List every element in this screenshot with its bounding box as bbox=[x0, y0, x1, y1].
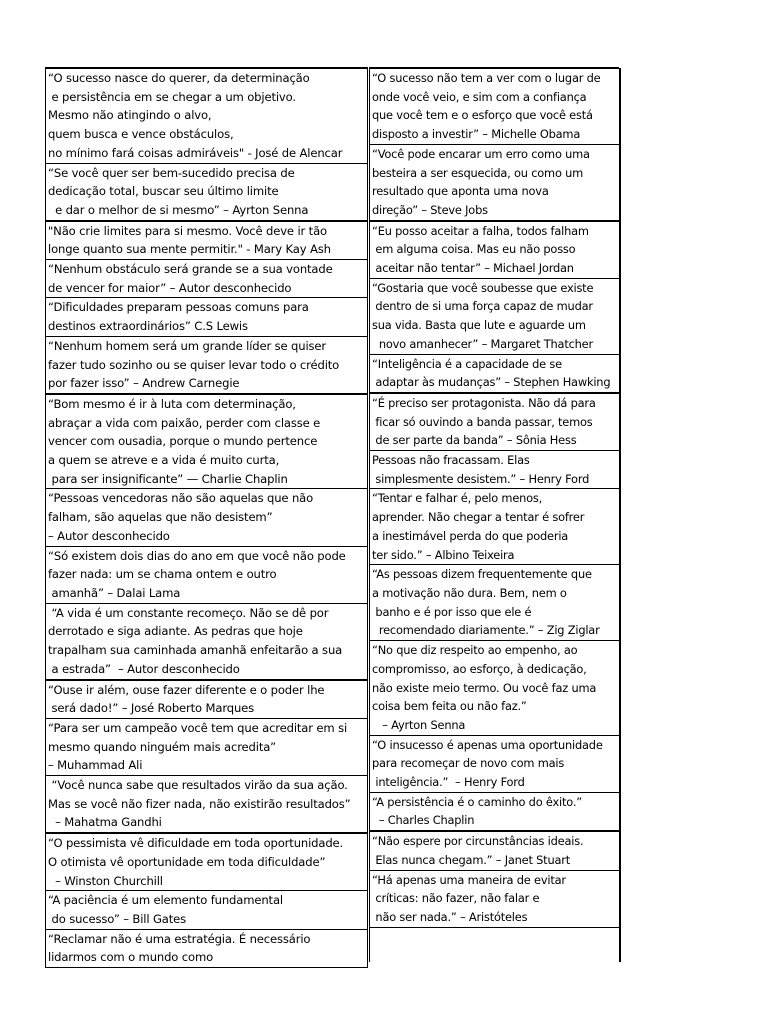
quote-line: “Pessoas vencedoras não são aquelas que não bbox=[48, 491, 314, 506]
quote-line: – Charles Chaplin bbox=[372, 813, 475, 828]
quote-line: simplesmente desistem.” – Henry Ford bbox=[372, 471, 590, 486]
quote-line: e persistência em se chegar a um objetivo. bbox=[48, 89, 296, 104]
quote-line: ter sido.” – Albino Teixeira bbox=[372, 547, 515, 562]
quote-cell bbox=[369, 354, 619, 393]
quote-line: novo amanhecer” – Margaret Thatcher bbox=[372, 336, 593, 351]
quote-line: não ser nada.” – Aristóteles bbox=[372, 909, 528, 924]
quote-line: abraçar a vida com paixão, perder com classe e bbox=[48, 415, 321, 430]
quote-line: “O pessimista vê dificuldade em toda oportunidade. bbox=[48, 836, 344, 851]
quote-cell bbox=[369, 735, 619, 793]
quote-line: mesmo quando ninguém mais acredita” bbox=[48, 739, 277, 754]
quote-line: resultado que aponta uma nova bbox=[372, 184, 549, 199]
quote-line: que você tem e o esforço que você está bbox=[372, 108, 593, 123]
quote-cell bbox=[369, 488, 619, 565]
quote-line: a estrada” – Autor desconhecido bbox=[48, 661, 240, 676]
quote-line: amanhã” – Dalai Lama bbox=[48, 585, 181, 600]
quote-line: do sucesso” – Bill Gates bbox=[48, 911, 187, 926]
quote-line: inteligência.” – Henry Ford bbox=[372, 775, 525, 790]
quote-line: onde você veio, e sim com a confiança bbox=[372, 89, 587, 104]
quote-line: “A persistência é o caminho do êxito.” bbox=[372, 794, 582, 809]
quote-line: “A vida é um constante recomeço. Não se dê por bbox=[48, 605, 329, 620]
quote-line: para recomeçar de novo com mais bbox=[372, 756, 565, 771]
quote-cell bbox=[369, 220, 619, 279]
quote-line: destinos extraordinários” C.S Lewis bbox=[48, 319, 248, 334]
quote-line: Mesmo não atingindo o alvo, bbox=[48, 108, 212, 123]
quote-cell bbox=[45, 393, 368, 490]
quote-cell bbox=[45, 67, 368, 164]
quote-line: ficar só ouvindo a banda passar, temos bbox=[372, 414, 593, 429]
quote-line: Elas nunca chegam.” – Janet Stuart bbox=[372, 852, 570, 867]
quote-cell bbox=[369, 144, 619, 221]
quote-line: não existe meio termo. Ou você faz uma bbox=[372, 680, 597, 695]
quote-line: “Para ser um campeão você tem que acreditar em si bbox=[48, 720, 348, 735]
quote-line: sua vida. Basta que lute e aguarde um bbox=[372, 318, 586, 333]
quote-line: críticas: não fazer, não falar e bbox=[372, 891, 540, 906]
quote-cell bbox=[45, 546, 368, 604]
quote-line: aprender. Não chegar a tentar é sofrer bbox=[372, 510, 585, 525]
quote-line: “Se você quer ser bem-sucedido precisa de bbox=[48, 165, 295, 180]
quote-line: “Nenhum obstáculo será grande se a sua vontade bbox=[48, 262, 333, 277]
quote-line: “É preciso ser protagonista. Não dá para bbox=[372, 395, 596, 410]
quote-line: “O sucesso nasce do querer, da determinação bbox=[48, 71, 310, 85]
quote-line: “Só existem dois dias do ano em que você não pode bbox=[48, 548, 346, 563]
quote-line: será dado!” – José Roberto Marques bbox=[48, 701, 255, 716]
quote-line: dentro de si uma força capaz de mudar bbox=[372, 299, 593, 314]
quote-line: e dar o melhor de si mesmo” – Ayrton Senna bbox=[48, 202, 309, 217]
quote-line: recomendado diariamente.” – Zig Ziglar bbox=[372, 623, 600, 638]
quote-line: O otimista vê oportunidade em toda dificuldade” bbox=[48, 854, 326, 869]
quote-cell bbox=[45, 890, 368, 929]
quote-line: – Winston Churchill bbox=[48, 873, 163, 888]
quote-line: aceitar não tentar” – Michael Jordan bbox=[372, 261, 574, 276]
quote-line: “Eu posso aceitar a falha, todos falham bbox=[372, 223, 589, 238]
quote-line: direção” – Steve Jobs bbox=[372, 202, 488, 217]
quote-line: dedicação total, buscar seu último limite bbox=[48, 184, 279, 199]
quote-line: fazer nada: um se chama ontem e outro bbox=[48, 567, 277, 582]
quote-cell bbox=[369, 870, 619, 928]
quote-cell bbox=[45, 679, 368, 719]
quote-line: “A paciência é um elemento fundamental bbox=[48, 893, 283, 908]
quote-line: por fazer isso” – Andrew Carnegie bbox=[48, 376, 240, 391]
quote-line: trapalham sua caminhada amanhã enfeitarão a sua bbox=[48, 643, 343, 658]
quote-line: “Inteligência é a capacidade de se bbox=[372, 356, 562, 371]
quote-cell bbox=[369, 927, 619, 962]
quote-line: Pessoas não fracassam. Elas bbox=[372, 453, 530, 468]
quote-line: “Você nunca sabe que resultados virão da sua ação. bbox=[48, 778, 348, 793]
quote-line: “Bom mesmo é ir à luta com determinação, bbox=[48, 396, 296, 411]
quote-line: longe quanto sua mente permitir." - Mary Kay Ash bbox=[48, 242, 331, 257]
quote-cell bbox=[45, 220, 368, 260]
quote-line: compromisso, ao esforço, à dedicação, bbox=[372, 661, 587, 676]
quote-line: “As pessoas dizem frequentemente que bbox=[372, 567, 592, 582]
quote-line: “Ouse ir além, ouse fazer diferente e o poder lhe bbox=[48, 682, 325, 697]
quote-cell bbox=[45, 336, 368, 394]
quote-line: "Não crie limites para si mesmo. Você deve ir tão bbox=[48, 223, 327, 238]
right-column bbox=[369, 68, 621, 962]
quote-line: coisa bem feita ou não faz.” bbox=[372, 699, 527, 714]
quote-cell bbox=[369, 830, 619, 870]
quote-cell bbox=[369, 564, 619, 641]
quote-line: de vencer for maior” – Autor desconhecido bbox=[48, 280, 292, 295]
quote-line: para ser insignificante” — Charlie Chaplin bbox=[48, 471, 288, 486]
quote-line: vencer com ousadia, porque o mundo pertence bbox=[48, 434, 318, 449]
quote-line: disposto a investir” – Michelle Obama bbox=[372, 127, 581, 142]
quote-line: “Não espere por circunstâncias ideais. bbox=[372, 834, 584, 849]
quote-line: “Reclamar não é uma estratégia. É necessário bbox=[48, 931, 311, 946]
quote-line: “Dificuldades preparam pessoas comuns para bbox=[48, 300, 309, 315]
quote-cell bbox=[45, 832, 368, 891]
quote-cell bbox=[45, 603, 368, 680]
quote-line: “Nenhum homem será um grande líder se quiser bbox=[48, 338, 327, 353]
quote-line: em alguma coisa. Mas eu não posso bbox=[372, 242, 576, 257]
quote-line: falham, são aquelas que não desistem” bbox=[48, 510, 273, 525]
quote-line: quem busca e vence obstáculos, bbox=[48, 127, 234, 142]
quote-cell bbox=[369, 67, 619, 145]
quote-cell bbox=[369, 450, 619, 489]
quote-line: banho e é por isso que ele é bbox=[372, 604, 532, 619]
quote-cell bbox=[369, 392, 619, 451]
quote-line: a quem se atreve e a vida é muito curta, bbox=[48, 453, 280, 468]
quote-cell bbox=[45, 775, 368, 833]
quote-cell bbox=[45, 259, 368, 298]
quote-line: “Gostaria que você soubesse que existe bbox=[372, 280, 594, 295]
quote-line: “O sucesso não tem a ver com o lugar de bbox=[372, 71, 601, 85]
quote-cell bbox=[369, 278, 619, 355]
quote-line: – Mahatma Gandhi bbox=[48, 815, 162, 830]
quote-line: fazer tudo sozinho ou se quiser levar todo o crédito bbox=[48, 357, 340, 372]
quote-cell bbox=[45, 488, 368, 546]
quote-line: no mínimo fará coisas admiráveis" - José de Alencar bbox=[48, 145, 343, 160]
quote-cell bbox=[45, 929, 368, 968]
quote-line: derrotado e siga adiante. As pedras que hoje bbox=[48, 624, 303, 639]
left-column bbox=[45, 68, 368, 968]
quote-line: “No que diz respeito ao empenho, ao bbox=[372, 643, 578, 658]
quote-line: adaptar às mudanças” – Stephen Hawking bbox=[372, 375, 611, 390]
quote-line: lidarmos com o mundo como bbox=[48, 950, 214, 965]
quote-line: besteira a ser esquecida, ou como um bbox=[372, 165, 584, 180]
quote-line: – Autor desconhecido bbox=[48, 528, 170, 543]
quotes-table bbox=[45, 68, 620, 965]
quote-line: “Você pode encarar um erro como uma bbox=[372, 146, 590, 161]
quote-line: “O insucesso é apenas uma oportunidade bbox=[372, 737, 603, 752]
quote-cell bbox=[45, 163, 368, 221]
quote-line: de ser parte da banda” – Sônia Hess bbox=[372, 433, 577, 448]
quote-line: a motivação não dura. Bem, nem o bbox=[372, 585, 567, 600]
quote-cell bbox=[369, 792, 619, 831]
quote-line: a inestimável perda do que poderia bbox=[372, 528, 569, 543]
quote-line: Mas se você não fizer nada, não existirão resultados” bbox=[48, 796, 351, 811]
quote-line: – Ayrton Senna bbox=[372, 717, 466, 732]
quote-line: “Tentar e falhar é, pelo menos, bbox=[372, 491, 543, 506]
quote-cell bbox=[369, 640, 619, 736]
quote-line: “Há apenas uma maneira de evitar bbox=[372, 872, 566, 887]
quote-cell bbox=[45, 718, 368, 776]
quote-cell bbox=[45, 297, 368, 336]
quote-line: – Muhammad Ali bbox=[48, 758, 143, 773]
